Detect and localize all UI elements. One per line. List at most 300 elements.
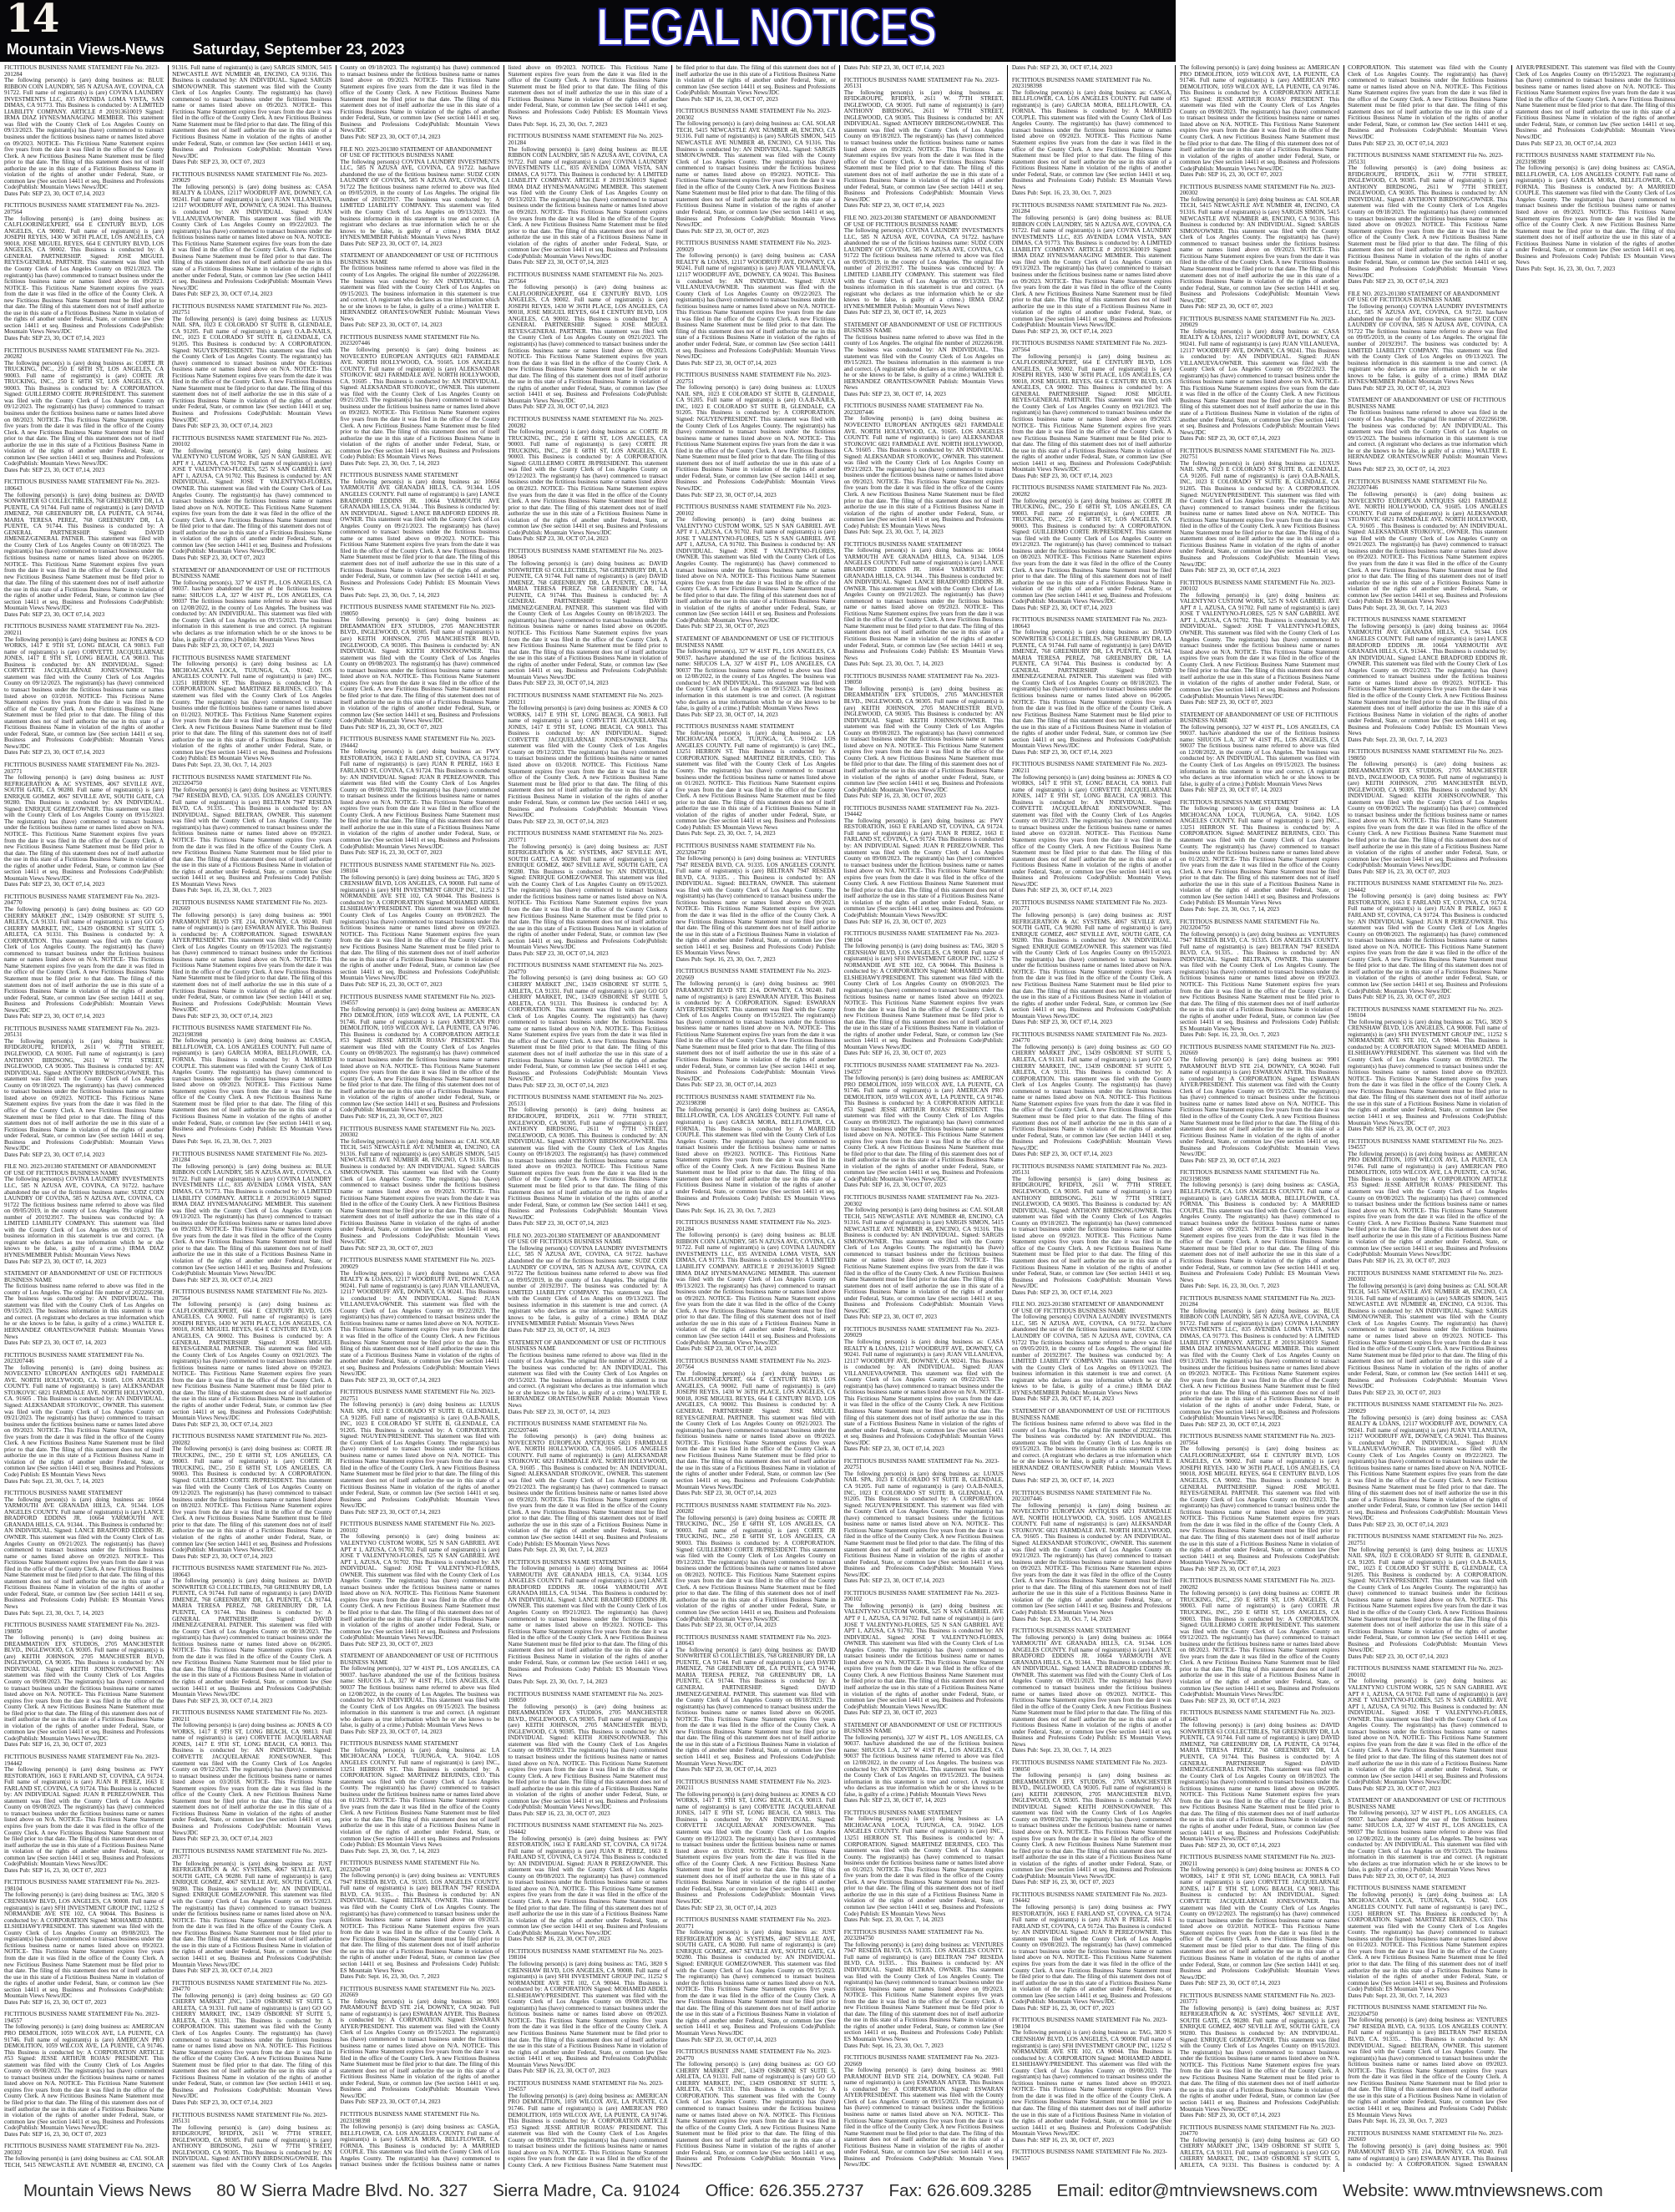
notice-body: The following person(s) is (are) doing business as: JONES & CO WORKS, 1417 E 9TH ST, LONG BEACH, CA 90813. Full name of registrant(s) is (are) CORVETTE JACQUELARNAE JONES, 1417 E 9TH ST, LONG BEACH, CA 90813. This Business is conducted by: AN INDIVIDUAL. Signed: CORVETTE JACQUELARNAE JONES/OWNER. This statement was filed with the County Clerk of Los Angeles County on 09/12/2023. The registrant(s) has (have) commenced to transact business under the fictitious business name or names listed above on 03/2018. NOTICE- This Fictitious Name Statement expires five years from the date it was filed in the office of the County Clerk. A new Fictitious Business Name Statement must be filed prior to that date. The filing of this statement does not of itself authorize the use in this state of a Fictitious Business Name in violation of the rights of another under Federal, State, or common law (See section 14411 et seq. Business and Professions Code)Publish: Mountain Views News/JDC: [1011, 773, 1171, 888]
notice-heading: STATEMENT OF ABANDONMENT OF USE OF FICTITIOUS BUSINESS NAME: [172, 566, 331, 580]
notice-heading: FICTITIOUS BUSINESS NAME STATEMENT File No. 2023-201284: [508, 133, 664, 147]
notice-dates-pub: Dates Pub: SEP 23, 30, OCT 07,14, 2023: [4, 334, 105, 342]
notice-body: The following person(s) is (are) doing business as: 9901 PARAMOUNT BLVD STE 214, DOWNEY, CA 90240. Full name of registrant(s) is (are) ESWARAN AIYER. This Business is conducted by: A CORPORATION. Signed: ESWARAN AIYER/PRESIDENT. This statement was filed with the County Clerk of Los Angeles County on 09/15/2023. The registrant(s) has (have) commenced to transact business under the fictitious business name or names listed above on N/A. NOTICE- This Fictitious Name Statement expires five years from the date it was filed in the office of the County Clerk. A new Fictitious Business Name Statement must be filed prior to that date. The filing of this statement does not of itself authorize the use in this state of a Fictitious Business Name in violation of the rights of another under Federal, State, or common law (See section 14411 et seq. Business and Professions Code)Publish: Mountain Views News/JDC: [1348, 64, 1675, 2169]
legal-notice: [1180, 1434, 1339, 1572]
legal-notice: [4, 1622, 164, 1749]
notice-heading: FILE NO. 2023-201380 STATEMENT OF ABANDONMENT OF USE OF FICTITIOUS BUSINESS NAME: [4, 1163, 156, 1177]
legal-notice: [508, 1560, 667, 1686]
notice-heading: STATEMENT OF ABANDONMENT OF USE OF FICTITIOUS BUSINESS NAME: [4, 1270, 163, 1283]
legal-notice: [844, 403, 1004, 535]
legal-notice: [1348, 1271, 1507, 1397]
legal-notice: [1012, 1032, 1171, 1158]
notice-dates-pub: Dates Pub: SEP 23, 30, OCT 07,14, 2023: [676, 491, 777, 499]
notice-body: The following person(s) is (are) doing business as: CALFLOORINGEXPERT, 664 E CENTURY BLVD, LOS ANGELES, CA 90002. Full name of registrant(s) is (are) JOSEPH REYES, 1430 W 36TH PLACE, LOS ANGELES, CA 90018, JOSE MIGUEL REYES, 664 E CENTURY BLVD, LOS ANGELES, CA 90002. This Business is conducted by: A GENERAL PARTNERSHIP. Signed: JOSE MIGUEL REYES/GENERAL PARTNER. This statement was filed with the County Clerk of Los Angeles County on 0921/2023. The registrant(s) has (have) commenced to transact business under the fictitious business name or names listed above on 09/2023. NOTICE- This Fictitious Name Statement expires five years from the date it was filed in the office of the County Clerk. A new Fictitious Business Name Statement must be filed prior to that date. The filing of this statement does not of itself authorize the use in this state of a Fictitious Business Name in violation of the rights of another under Federal, State, or common law (See section 14411 et seq. Business and Professions Code)Publish: Mountain Views News/JDC: [172, 1301, 332, 1422]
notice-dates-pub: Dates Pub: SEP 23, 30, OCT 07, 2023: [172, 554, 266, 562]
legal-notice: [340, 473, 499, 599]
notice-body: The following person(s) COVINA LAUNDRY INVESTMENTS LLC, 585 N AZUSA AVE, COVINA, CA 91722. has/have abandoned the use of the fictitious business name: SUDZ COIN LAUNDRY OF COVINA, 585 N AZUSA AVE, COVINA, CA 91722 The fictitious business name referred to above was filed on 09/05/2019, in the county of Los Angeles. The original file number of 201923917. The business was conducted by: A LIMITED LIABILITY COMPANY. This statement was filed with the County Clerk of Los Angeles on 09/13/2023. The business information in this statement is true and correct. (A registrant who declares as true information which he or she knows to be false, is guilty of a crime.) IRMA DIAZ HYNES/MEMBER Publish: Mountain Views News: [508, 1244, 668, 1328]
notice-heading: FICTITIOUS BUSINESS NAME STATEMENT File No. 2023-202669: [340, 1985, 496, 1999]
notice-body: The following person(s) is (are) doing business as: DREAMMATION EFX STUDIOS, 2705 MANCHESTER BLVD., INGLEWOOD, CA 90305. Full name of registrant(s) is (are) KEITH JOHNSON, 2705 MANCHESTER BLVD, INGLEWOOD, CA 90305. This Business is conducted by: AN INDIVIDUAL Signed: KEITH JOHNSON/OWNER. This statement was filed with the County Clerk of Los Angeles County on 09/08/2023. The registrant(s) has (have) commenced to transact business under the fictitious business name or names listed above on N/A. NOTICE- This Fictitious Name Statement expires five years from the date it was filed in the office of the County Clerk. A new Fictitious Business Name Statement must be filed prior to that date. The filing of this statement does not of itself authorize the use in this state of a Fictitious Business Name in violation of the rights of another under Federal, State, or common law (See section 14411 et seq. Business and Professions Code)Publish: Mountain Views News/JDC: [4, 1634, 164, 1742]
legal-notice: [172, 900, 331, 1020]
legal-notice: [508, 1692, 667, 1818]
notice-heading: FICTITIOUS BUSINESS NAME STATEMENT File No. 2023-200102: [843, 1589, 999, 1603]
legal-notice: [1348, 1798, 1507, 1880]
notice-heading: FICTITIOUS BUSINESS NAME STATEMENT File No. 2023-202751: [340, 1389, 496, 1402]
notice-dates-pub: Dates Pub: SEP 23, 30, OCT 07,14, 2023: [508, 1081, 609, 1089]
notice-body: The following person(s) is (are) doing business as: DAVID SONWRITER 63 COLLECTIBLES, 768 GREENBURY DR, LA PUENTE, CA 91744. Full name of registrant(s) is (are) DAVID JIMENEZ, 768 GREENBURY DR, LA PUENTE, CA 91744, MARIA TERESA PEREZ, 768 GREENBURY DR, LA PUENTE, CA 91744. This Business is conducted by: A GENERAL PARTNERSHIP. Signed: DAVID JIMENEZ/GENERAL PATNER. This statement was filed with the County Clerk of Los Angeles County on 08/18/2023. The registrant(s) has (have) commenced to transact business under the fictitious business name or names listed above on 06/2005. NOTICE- This Fictitious Name Statement expires five years from the date it was filed in the office of the County Clerk. A new Fictitious Business Name Statement must be filed prior to that date. The filing of this statement does not of itself authorize the use in this state of a Fictitious Business Name in violation of the rights of another under Federal, State, or common law (See section 14411 et seq. Business and Professions Code)Publish: Mountain Views News/JDC: [172, 1577, 332, 1698]
notice-heading: FICTITIOUS BUSINESS NAME STATEMENT File No. 2023-203771: [676, 1916, 832, 1930]
notice-dates-pub: Dates Pub: SEP 23, 30, OCT 07, 14, 2023: [843, 1797, 946, 1805]
notice-body: The following person(s) is (are) doing business as: LA MICHOACANA LOCA, TUJUNGA, CA. 91042. LOS ANGELES COUNTY. Full name of registrant(s) is (are) INC., 13251 HERRON ST. This Business is conducted by: A CORPORATION. Signed: MARTINEZ BERJINES, CEO. This statement was filed with the County Clerk of Los Angeles County. The registrant(s) has (have) commenced to transact business under the fictitious business name or names listed above on 01/2023. NOTICE- This Fictitious Name Statement expires five years from the date it was filed in the office of the County Clerk. A new Fictitious Business Name Statement must be filed prior to that date. The filing of this statement does not of itself authorize the use in this state of a Fictitious Business Name in violation of the rights of another under Federal, State, or common law (See section 14411 et seq. Business and Professions Code) Publish: ES Mountain Views News: [1179, 805, 1340, 907]
notice-heading: FICTITIOUS BUSINESS NAME STATEMENT File No. 2023-194442: [4, 1754, 159, 1767]
notice-heading: FICTITIOUS BUSINESS NAME STATEMENT File No. 2023-204770: [676, 2048, 832, 2062]
notice-body: The following person(s) is (are) doing business as: CASGA, BELLFLOWER, CA. LOS ANGELES COUNTY. Full name of registrant(s) is (are) GARCIA MORA, BELLFLOWER, CA. FORNIA. This Business is conducted by: A MARRIED COUPLE. This statement was filed with the County Clerk of Los Angeles County. The registrant(s) has (have) commenced to transact business under the fictitious business name or names listed above on 09/2023. NOTICE- This Fictitious Name Statement expires five years from the date it was filed in the office of the County Clerk. A new Fictitious Business Name Statement must be filed prior to that date. The filing of this statement does not of itself authorize the use in this state of a Fictitious Business Name in violation of the rights of another under Federal, State, or common law (See section 14411 et seq. Business and Professions Code) Publish: ES Mountain Views News: [340, 64, 668, 2169]
legal-notice: [172, 1981, 331, 2107]
notice-body: The following person(s) is (are) doing business as: 9901 PARAMOUNT BLVD STE 214, DOWNEY, CA 90240. Full name of registrant(s) is (are) ESWARAN AIYER. This Business is conducted by: A CORPORATION. Signed: ESWARAN AIYER/PRESIDENT. This statement was filed with the County Clerk of Los Angeles County on 09/15/2023. The registrant(s) has (have) commenced to transact business under the fictitious business name or names listed above on N/A. NOTICE- This Fictitious Name Statement expires five years from the date it was filed in the office of the County Clerk. A new Fictitious Business Name Statement must be filed prior to that date. The filing of this statement does not of itself authorize the use in this state of a Fictitious Business Name in violation of the rights of another under Federal, State, or common law (See section 14411 et seq. Business and Professions Code)Publish: Mountain Views News/JDC: [1179, 1056, 1340, 1158]
notice-body: The following person(s) is (are) doing business as: BLUE RIBBON COIN LAUNDRY, 585 N AZUSA AVE, COVINA, CA 91722. Full name of registrant(s) is (are) COVINA LAUNDRY INVESTMENTS LLC, 835 AVENIDA LOMA VISTA, SAN DIMAS, CA 91773. This Business is conducted by: A LIMITED LIABILITY COMPANY. ARTICLE # 201913610019 Signed: IRMA DIAZ HYNES/MANAGING MEMBER. This statement was filed with the County Clerk of Los Angeles County on 09/13/2023. The registrant(s) has (have) commenced to transact business under the fictitious business name or names listed above on 09/2023. NOTICE- This Fictitious Name Statement expires five years from the date it was filed in the office of the County Clerk. A new Fictitious Business Name Statement must be filed prior to that date. The filing of this statement does not of itself authorize the use in this state of a Fictitious Business Name in violation of the rights of another under Federal, State, or common law (See section 14411 et seq. Business and Professions Code)Publish: Mountain Views News/JDC: [676, 1232, 836, 1346]
notice-heading: FICTITIOUS BUSINESS NAME STATEMENT File No. 2023-200282: [508, 415, 664, 429]
notice-dates-pub: Dates Pub: Sept. 23, 30, Oct. 7, 14, 2023: [1348, 604, 1448, 611]
footer-paper-name: Mountain Views News: [23, 2180, 192, 2200]
legal-notice: [676, 504, 836, 630]
notice-dates-pub: Dates Pub: SEP 23, 30, OCT 07, 14, 2023: [843, 309, 946, 316]
legal-notice: [676, 1779, 836, 1911]
notice-heading: FICTITIOUS BUSINESS NAME STATEMENT File No. 2023-203771: [172, 1847, 328, 1861]
legal-notice: [1012, 78, 1171, 197]
notice-heading: FICTITIOUS BUSINESS NAME STATEMENT File No. 2023-198104: [843, 930, 999, 944]
notice-body: The following person(s) is (are) doing business as: JUST REFRIGERATION & AC SYSTEMS, 4067 SEVILLE AVE, SOUTH GATE, CA 90280. Full name of registrant(s) is (are) ENRIQUE GOMEZ, 4067 SEVILLE AVE, SOUTH GATE, CA 90280. This Business is conducted by: AN INDIVIDUAL. Signed: ENRIQUE GOMEZ/OWNER. This statement was filed with the County Clerk of Los Angeles County on 09/15/2023. The registrant(s) has (have) commenced to transact business under the fictitious business name or names listed above on N/A. NOTICE- This Fictitious Name Statement expires five years from the date it was filed in the office of the County Clerk. A new Fictitious Business Name Statement must be filed prior to that date. The filing of this statement does not of itself authorize the use in this state of a Fictitious Business Name in violation of the rights of another under Federal, State, or common law (See section 14411 et seq. Business and Professions Code)Publish: Mountain Views News/JDC: [1179, 2004, 1340, 2113]
legal-notice: [4, 624, 164, 756]
legal-notice: [1348, 1534, 1507, 1660]
notice-body: The following person(s) is (are) doing business as: DREAMMATION EFX STUDIOS, 2705 MANCHESTER BLVD., INGLEWOOD, CA 90305. Full name of registrant(s) is (are) KEITH JOHNSON, 2705 MANCHESTER BLVD, INGLEWOOD, CA 90305. This Business is conducted by: AN INDIVIDUAL Signed: KEITH JOHNSON/OWNER. This statement was filed with the County Clerk of Los Angeles County on 09/08/2023. The registrant(s) has (have) commenced to transact business under the fictitious business name or names listed above on N/A. NOTICE- This Fictitious Name Statement expires five years from the date it was filed in the office of the County Clerk. A new Fictitious Business Name Statement must be filed prior to that date. The filing of this statement does not of itself authorize the use in this state of a Fictitious Business Name in violation of the rights of another under Federal, State, or common law (See section 14411 et seq. Business and Professions Code)Publish: Mountain Views News/JDC: [1011, 1772, 1171, 1880]
notice-dates-pub: Dates Pub: Sept. 16, 23, 30, Oct. 7, 2023: [676, 955, 776, 963]
notice-dates-pub: Dates Pub: SEP 23, 30, OCT 07,14, 2023: [843, 1577, 944, 1585]
notice-heading: FICTITIOUS BUSINESS NAME STATEMENT File No. 2023-180643: [1179, 1709, 1335, 1723]
footer-bar: [0, 2169, 1603, 2212]
notice-heading: FICTITIOUS BUSINESS NAME STATEMENT File No. 2023-194442: [843, 804, 999, 818]
notice-heading: FICTITIOUS BUSINESS NAME STATEMENT File No. 2023-204770: [172, 1979, 328, 1993]
legal-notice: [844, 1930, 1004, 2049]
notice-dates-pub: Dates Pub: SEP 23, 30, OCT 07, 14, 2023: [508, 1408, 610, 1415]
notice-dates-pub: Dates Pub: SEP 23, 30, OCT 07,14, 2023: [1011, 327, 1113, 335]
legal-notice: [1012, 617, 1171, 756]
notice-body: The following person(s) is (are) doing business as: VENTURES 7947 RESEDA BLVD, CA. 91335. LOS ANGELES COUNTY. Full name of registrant(s) is (are) BELTRAN 7947 RESEDA BLVD, CA. 91335.. . This Business is conducted by: AN INDIVIDUAL. Signed: BELTRAN, OWNER. This statement was filed with the County Clerk of Los Angeles County. The registrant(s) has (have) commenced to transact business under the fictitious business name or names listed above on 09/2023. NOTICE- This Fictitious Name Statement expires five years from the date it was filed in the office of the County Clerk. A new Fictitious Business Name Statement must be filed prior to that date. The filing of this statement does not of itself authorize the use in this state of a Fictitious Business Name in violation of the rights of another under Federal, State, or common law (See section 14411 et seq. Business and Professions Code) Publish: ES Mountain Views News: [340, 1872, 500, 1974]
notice-heading: FICTITIOUS BUSINESS NAME STATEMENT File No. 2023-200211: [676, 1778, 832, 1792]
notice-body: The following person(s) is (are) doing business as: JONES & CO WORKS, 1417 E 9TH ST, LONG BEACH, CA 90813. Full name of registrant(s) is (are) CORVETTE JACQUELARNAE JONES, 1417 E 9TH ST, LONG BEACH, CA 90813. This Business is conducted by: AN INDIVIDUAL. Signed: CORVETTE JACQUELARNAE JONES/OWNER. This statement was filed with the County Clerk of Los Angeles County on 09/12/2023. The registrant(s) has (have) commenced to transact business under the fictitious business name or names listed above on 03/2018. NOTICE- This Fictitious Name Statement expires five years from the date it was filed in the office of the County Clerk. A new Fictitious Business Name Statement must be filed prior to that date. The filing of this statement does not of itself authorize the use in this state of a Fictitious Business Name in violation of the rights of another under Federal, State, or common law (See section 14411 et seq. Business and Professions Code)Publish: Mountain Views News/JDC: [508, 705, 668, 819]
notice-heading: FICTITIOUS BUSINESS NAME STATEMENT File No. 2023-198104: [4, 1879, 159, 1892]
legal-notice: [1012, 900, 1171, 1026]
notice-dates-pub: Dates Pub: Sept. 16, 23, 30, Oct. 7, 2023: [1179, 1283, 1279, 1290]
notice-heading: FICTITIOUS BUSINESS NAME STATEMENT File No. 2023-209029: [1348, 1401, 1504, 1415]
notice-heading: FICTITIOUS BUSINESS NAME STATEMENT File No. 2023-202751: [676, 372, 832, 385]
notice-body: The following person(s) is (are) doing business as: RFIDGROUPE, RFIDFIX, 2611 W. 77TH STREET, INGLEWOOD, CA 90305. Full name of registrant(s) is (are) ANTHONY BIRDSONG, 2611 W 77TH STREET, INGLEWOOD, CA 90305. This Business is conducted by: AN INDIVIDUAL. Signed: ANTHONY BIRDSONG/OWNER. This statement was filed with the County Clerk of Los Angeles County on 09/18/2023. The registrant(s) has (have) commenced to transact business under the fictitious business name or names listed above on 09/2023. NOTICE- This Fictitious Name Statement expires five years from the date it was filed in the office of the County Clerk. A new Fictitious Business Name Statement must be filed prior to that date. The filing of this statement does not of itself authorize the use in this state of a Fictitious Business Name in violation of the rights of another under Federal, State, or common law (See section 14411 et seq. Business and Professions Code)Publish: Mountain Views News/JDC: [1348, 165, 1508, 279]
notice-dates-pub: Dates Pub: SEP 23, 30, OCT 07, 2023: [1179, 699, 1273, 706]
notice-body: The following person(s) is (are) doing business as: CAL SOLAR TECH, 5415 NEWCASTLE AVE NUMBER 48, ENCINO, CA 91316. Full name of registrant(s) is (are) SARGIS SIMON, 5415 NEWCASTLE AVE NUMBER 48, ENCINO, CA 91316. This Business is conducted by: AN INDIVIDUAL. Signed: SARGIS SIMON/OWNER. This statement was filed with the County Clerk of Los Angeles County. The registrant(s) has (have) commenced to transact business under the fictitious business name or names listed above on 09/2023. NOTICE- This Fictitious Name Statement expires five years from the date it was filed in the office of the County Clerk. A new Fictitious Business Name Statement must be filed prior to that date. The filing of this statement does not of itself authorize the use in this state of a Fictitious Business Name in violation of the rights of another under Federal, State, or common law (See section 14411 et seq. Business and Professions Code)Publish: Mountain Views News/JDC: [676, 120, 836, 229]
legal-notice: [172, 1025, 331, 1145]
notice-dates-pub: Dates Pub: Sept. 23, 30, Oct. 7, 14, 2023: [172, 761, 272, 768]
notice-body: The following person(s) COVINA LAUNDRY INVESTMENTS LLC, 585 N AZUSA AVE, COVINA, CA 91722. has/have abandoned the use of the fictitious business name: SUDZ COIN LAUNDRY OF COVINA, 585 N AZUSA AVE, COVINA, CA 91722 The fictitious business name referred to above was filed on 09/05/2019, in the county of Los Angeles. The original file number of 201923917. The business was conducted by: A LIMITED LIABILITY COMPANY. This statement was filed with the County Clerk of Los Angeles on 09/13/2023. The business information in this statement is true and correct. (A registrant who declares as true information which he or she knows to be false, is guilty of a crime.) IRMA DIAZ HYNES/MEMBER Publish: Mountain Views News: [4, 1176, 164, 1258]
notice-dates-pub: Dates Pub: SEP 16, 23, 30, OCT 07, 2023: [508, 1936, 610, 1943]
notice-body: The following person(s) is (are) doing business as: CAL SOLAR TECH, 5415 NEWCASTLE AVE NUMBER 48, ENCINO, CA 91316. Full name of registrant(s) is (are) SARGIS SIMON, 5415 NEWCASTLE AVE NUMBER 48, ENCINO, CA 91316. This Business is conducted by: AN INDIVIDUAL. Signed: SARGIS SIMON/OWNER. This statement was filed with the County Clerk of Los Angeles County. The registrant(s) has (have) commenced to transact business under the fictitious business name or names listed above on 09/2023. NOTICE- This Fictitious Name Statement expires five years from the date it was filed in the office of the County Clerk. A new Fictitious Business Name Statement must be filed prior to that date. The filing of this statement does not of itself authorize the use in this state of a Fictitious Business Name in violation of the rights of another under Federal, State, or common law (See section 14411 et seq. Business and Professions Code)Publish: Mountain Views News/JDC: [340, 1137, 500, 1246]
notice-heading: FICTITIOUS BUSINESS NAME STATEMENT File No. 2023-202751: [843, 1457, 999, 1471]
legal-notice: [172, 1289, 331, 1428]
notice-heading: FICTITIOUS BUSINESS NAME STATEMENT File No. 2023-203771: [508, 830, 664, 843]
notice-body: The following person(s) is (are) doing business as: CAL SOLAR TECH, 5415 NEWCASTLE AVE NUMBER 48, ENCINO, CA 91316. Full name of registrant(s) is (are) SARGIS SIMON, 5415 NEWCASTLE AVE NUMBER 48, ENCINO, CA 91316. This Business is conducted by: AN INDIVIDUAL. Signed: SARGIS SIMON/OWNER. This statement was filed with the County Clerk of Los Angeles County. The registrant(s) has (have) commenced to transact business under the fictitious business name or names listed above on 09/2023. NOTICE- This Fictitious Name Statement expires five years from the date it was filed in the office of the County Clerk. A new Fictitious Business Name Statement must be filed prior to that date. The filing of this statement does not of itself authorize the use in this state of a Fictitious Business Name in violation of the rights of another under Federal, State, or common law (See section 14411 et seq. Business and Professions Code)Publish: Mountain Views News/JDC: [1348, 1282, 1508, 1390]
notice-body: The following person(s) is (are) doing business as: 10664 YARMOUTH AVE GRANADA HILLS, CA. 91344. LOS ANGELES COUNTY. Full name of registrant(s) is (are) LANCE BRADFORD EDDINS JR. 10664 YARMOUTH AVE GRANADA HILLS, CA. 91344. . This Business is conducted by: AN INDIVIDUAL. Signed: LANCE BRADFORD EDDINS JR. OWNER. This statement was filed with the County Clerk of Los Angeles County on 09/21/2023. The registrant(s) has (have) commenced to transact business under the fictitious business name or names listed above on 09/2023. NOTICE- This Fictitious Name Statement expires five years from the date it was filed in the office of the County Clerk. A new Fictitious Business Name Statement must be filed prior to that date. The filing of this statement does not of itself authorize the use in this state of a Fictitious Business Name in violation of the rights of another under Federal, State, or common law (See section 14411 et seq. Business and Professions Code) Publish: ES Mountain Views News: [843, 547, 1004, 661]
notice-heading: FICTITIOUS BUSINESS NAME STATEMENT File No. 2023-209029: [1179, 315, 1335, 329]
legal-notice: [340, 863, 499, 989]
notice-body: The following person(s) COVINA LAUNDRY INVESTMENTS LLC, 585 N AZUSA AVE, COVINA, CA 91722. has/have abandoned the use of the fictitious business name: SUDZ COIN LAUNDRY OF COVINA, 585 N AZUSA AVE, COVINA, CA 91722 The fictitious business name referred to above was filed on 09/05/2019, in the county of Los Angeles. The original file number of 201923917. The business was conducted by: A LIMITED LIABILITY COMPANY. This statement was filed with the County Clerk of Los Angeles on 09/13/2023. The business information in this statement is true and correct. (A registrant who declares as true information which he or she knows to be false, is guilty of a crime.) IRMA DIAZ HYNES/MEMBER Publish: Mountain Views News: [1348, 302, 1508, 386]
notice-dates-pub: Dates Pub: SEP 16, 23, 30, OCT 07, 2023: [340, 1112, 443, 1120]
masthead-line: [7, 41, 405, 58]
legal-notice: [676, 969, 836, 1088]
legal-notice: [508, 1949, 667, 2075]
legal-notice: [340, 1860, 499, 1980]
legal-notice: [1180, 1578, 1339, 1704]
legal-notice: [1012, 762, 1171, 893]
notice-body: The following person(s) COVINA LAUNDRY INVESTMENTS LLC, 585 N AZUSA AVE, COVINA, CA 91722. has/have abandoned the use of the fictitious business name: SUDZ COIN LAUNDRY OF COVINA, 585 N AZUSA AVE, COVINA, CA 91722 The fictitious business name referred to above was filed on 09/05/2019, in the county of Los Angeles. The original file number of 201923917. The business was conducted by: A LIMITED LIABILITY COMPANY. This statement was filed with the County Clerk of Los Angeles on 09/13/2023. The business information in this statement is true and correct. (A registrant who declares as true information which he or she knows to be false, is guilty of a crime.) IRMA DIAZ HYNES/MEMBER Publish: Mountain Views News: [340, 158, 500, 241]
notice-dates-pub: Dates Pub: SEP 23, 30, OCT 07, 2023: [340, 1640, 433, 1648]
legal-notice: [1180, 800, 1339, 914]
notice-heading: FICTITIOUS BUSINESS NAME STATEMENT File No. 2023198398: [676, 1093, 816, 1107]
footer-email: Email: editor@mtnviewsnews.com: [1056, 2180, 1318, 2200]
notice-dates-pub: Dates Pub: SEP 23, 30, OCT 07,14, 2023: [843, 1445, 944, 1453]
notice-heading: FICTITIOUS BUSINESS NAME STATEMENT File No. 2023-202751: [1179, 447, 1335, 461]
notice-heading: FICTITIOUS BUSINESS NAME STATEMENT File No. 2023-198104: [1348, 1005, 1504, 1020]
notice-heading: FICTITIOUS BUSINESS NAME STATEMENT File No. 2023-200302: [4, 2143, 159, 2156]
notice-heading: FICTITIOUS BUSINESS NAME STATEMENT File No. 2023-194557: [1011, 2149, 1167, 2162]
notice-dates-pub: Dates Pub: Sept. 16, 23, 30, Oct. 7, 2023: [1011, 190, 1111, 197]
legal-notice: [508, 1823, 667, 1942]
legal-notice: [340, 1653, 499, 1735]
notice-dates-pub: Dates Pub: SEP 16, 23, 30, OCT 07, 2023: [4, 2130, 107, 2138]
notice-dates-pub: Dates Pub: SEP 23, 30, OCT 07, 14, 2023: [1011, 1477, 1115, 1485]
notice-body: The following person(s) is (are) doing business as: AMERICAN PRO DEMOLITION, 1059 WILCOX AVE, LA PUENTE, CA 91746. Full name of registrant(s) is (are) AMERICAN PRO DEMOLITION, 1059 WILCOX AVE, LA PUENTE, CA 91746. This Business is conducted by: A CORPORATION ARTICLE #53 Signed: JESSE ARTHUR ROJAS/ PRESIDENT. This statement was filed with the County Clerk of Los Angeles County on 09/08/2023. The registrant(s) has (have) commenced to transact business under the fictitious business name or names listed above on N/A. NOTICE- This Fictitious Name Statement expires five years from the date it was filed in the office of the County Clerk. A new Fictitious Business Name Statement must be filed prior to that date. The filing of this statement does not of itself authorize the use in this state of a Fictitious Business Name in violation of the rights of another under Federal, State, or common law (See section 14411 et seq. Business and Professions Code)Publish: Mountain Views News/JDC: [508, 64, 836, 2169]
notice-dates-pub: Dates Pub: SEP 23, 30, OCT 07,14, 2023: [4, 1013, 105, 1020]
notice-dates-pub: Dates Pub: SEP 23, 30, OCT 07,14, 2023: [1348, 1521, 1449, 1528]
notice-body: The following person(s) is (are) doing business as: AMERICAN PRO DEMOLITION, 1059 WILCOX AVE, LA PUENTE, CA 91746. Full name of registrant(s) is (are) AMERICAN PRO DEMOLITION, 1059 WILCOX AVE, LA PUENTE, CA 91746. This Business is conducted by: A CORPORATION ARTICLE #53 Signed: JESSE ARTHUR ROJAS/ PRESIDENT. This statement was filed with the County Clerk of Los Angeles County on 09/08/2023. The registrant(s) has (have) commenced to transact business under the fictitious business name or names listed above on N/A. NOTICE- This Fictitious Name Statement expires five years from the date it was filed in the office of the County Clerk. A new Fictitious Business Name Statement must be filed prior to that date. The filing of this statement does not of itself authorize the use in this state of a Fictitious Business Name in violation of the rights of another under Federal, State, or common law (See section 14411 et seq. Business and Professions Code)Publish: Mountain Views News/JDC: [4, 2023, 164, 2132]
notice-heading: STATEMENT OF ABANDONMENT OF USE OF FICTITIOUS BUSINESS NAME: [340, 1653, 498, 1666]
notice-body: The following person(s) is (are) doing business as: BLUE RIBBON COIN LAUNDRY, 585 N AZUSA AVE, COVINA, CA 91722. Full name of registrant(s) is (are) COVINA LAUNDRY INVESTMENTS LLC, 835 AVENIDA LOMA VISTA, SAN DIMAS, CA 91773. This Business is conducted by: A LIMITED LIABILITY COMPANY. ARTICLE # 201913610019 Signed: IRMA DIAZ HYNES/MANAGING MEMBER. This statement was filed with the County Clerk of Los Angeles County on 09/13/2023. The registrant(s) has (have) commenced to transact business under the fictitious business name or names listed above on 09/2023. NOTICE- This Fictitious Name Statement expires five years from the date it was filed in the office of the County Clerk. A new Fictitious Business Name Statement must be filed prior to that date. The filing of this statement does not of itself authorize the use in this state of a Fictitious Business Name in violation of the rights of another under Federal, State, or common law (See section 14411 et seq. Business and Professions Code)Publish: Mountain Views News/JDC: [4, 77, 164, 191]
notice-body: The following person(s) is (are) doing business as: CASGA, BELLFLOWER, CA. LOS ANGELES COUNTY. Full name of registrant(s) is (are) GARCIA MORA, BELLFLOWER, CA. FORNIA. This Business is conducted by: A MARRIED COUPLE. This statement was filed with the County Clerk of Los Angeles County. The registrant(s) has (have) commenced to transact business under the fictitious business name or names listed above on 09/2023. NOTICE- This Fictitious Name Statement expires five years from the date it was filed in the office of the County Clerk. A new Fictitious Business Name Statement must be filed prior to that date. The filing of this statement does not of itself authorize the use in this state of a Fictitious Business Name in violation of the rights of another under Federal, State, or common law (See section 14411 et seq. Business and Professions Code) Publish: ES Mountain Views News: [1516, 165, 1675, 266]
notice-heading: FICTITIOUS BUSINESS NAME STATEMENT File No. 2023-207564: [1179, 1433, 1335, 1446]
notice-body: The following person(s) is (are) doing business as: GO GO CHERRY MARKET ,INC, 13439 OSBORNE ST SUITE 5, ARLETA, CA 91331. Full name of registrant(s) is (are) GO GO CHERRY MARKET, INC, 13439 OSBORNE ST SUITE 5, ARLETA, CA 91331. This Business is conducted by: A CORPORATION. This statement was filed with the County Clerk of Los Angeles County. The registrant(s) has (have) commenced to transact business under the fictitious business name or names listed above on N/A. NOTICE- This Fictitious Name Statement expires five years from the date it was filed in the office of the County Clerk. A new Fictitious Business Name Statement must be filed prior to that date. The filing of this statement does not of itself authorize the use in this state of a Fictitious Business Name in violation of the rights of another under Federal, State, or common law (See section 14411 et seq. Business and Professions Code)Publish: Mountain Views News/JDC: [676, 2061, 836, 2169]
notice-dates-pub: Dates Pub: SEP 23, 30, OCT 07,14, 2023: [4, 1151, 105, 1158]
legal-notice: [4, 1754, 164, 1874]
legal-notice: [508, 1233, 667, 1334]
notice-dates-pub: Dates Pub: Sept. 16, 23, 30, Oct. 7, 2023: [843, 2042, 944, 2049]
notice-heading: FICTITIOUS BUSINESS NAME STATEMENT File No. 2023-198104: [1011, 2017, 1167, 2030]
notice-dates-pub: Dates Pub: Sept. 23, 30, Oct. 7, 14, 2023: [508, 1546, 608, 1554]
notice-body: The following person(s) is (are) doing business as: CORTE JR TRUCKING, INC., 250 E 68TH ST, LOS ANGELES, CA 90003. Full name of registrant(s) is (are) CORTE JR TRUCKING, INC., 250 E 68TH ST, LOS ANGELES, CA 90003. This Business is conducted by: A CORPORATION. Signed: GUILLERMO CORTE JR/PRESIDENT. This statement was filed with the County Clerk of Los Angeles County on 09/12/2023. The registrant(s) has (have) commenced to transact business under the fictitious business name or names listed above on 08/2023. NOTICE- This Fictitious Name Statement expires five years from the date it was filed in the office of the County Clerk. A new Fictitious Business Name Statement must be filed prior to that date. The filing of this statement does not of itself authorize the use in this state of a Fictitious Business Name in violation of the rights of another under Federal, State, or common law (See section 14411 et seq. Business and Professions Code)Publish: Mountain Views News/JDC: [1011, 497, 1171, 605]
notice-dates-pub: Dates Pub: SEP 23, 30, OCT 07,14, 2023: [1011, 604, 1113, 611]
legal-notice: [1180, 1045, 1339, 1164]
legal-notice: [172, 1849, 331, 1975]
notice-heading: FICTITIOUS BUSINESS NAME STATEMENT File No. 2023-209029: [843, 1325, 999, 1339]
notice-body: The following person(s) is (are) doing business as: GO GO CHERRY MARKET ,INC, 13439 OSBORNE ST SUITE 5, ARLETA, CA 91331. Full name of registrant(s) is (are) GO GO CHERRY MARKET, INC, 13439 OSBORNE ST SUITE 5, ARLETA, CA 91331. This Business is conducted by: A CORPORATION. This statement was filed with the County Clerk of Los Angeles County. The registrant(s) has (have) commenced to transact business under the fictitious business name or names listed above on N/A. NOTICE- This Fictitious Name Statement expires five years from the date it was filed in the office of the County Clerk. A new Fictitious Business Name Statement must be filed prior to that date. The filing of this statement does not of itself authorize the use in this state of a Fictitious Business Name in violation of the rights of another under Federal, State, or common law (See section 14411 et seq. Business and Professions Code)Publish: Mountain Views News/JDC: [4, 906, 164, 1014]
legal-notice: [676, 636, 836, 718]
notice-heading: FICTITIOUS BUSINESS NAME STATEMENT File No. 2023204750: [1348, 2004, 1488, 2017]
notice-heading: FICTITIOUS BUSINESS NAME STATEMENT File No. 2023-209029: [172, 170, 328, 185]
notice-dates-pub: Dates Pub: SEP 23, 30, OCT 07,14, 2023: [508, 680, 609, 687]
notice-heading: FICTITIOUS BUSINESS NAME STATEMENT File No. 2023-200211: [4, 623, 159, 637]
notice-heading: FICTITIOUS BUSINESS NAME STATEMENT: [843, 1809, 963, 1816]
legal-notice: [340, 1389, 499, 1516]
notice-body: The following person(s) is (are) doing business as: VALENTYNO CUSTOM WORK, 525 N SAN GABRIEL AVE APT # 1, AZUSA, CA 91702. Full name of registrant(s) is (are) JOSE T VALENTYNO-FLORES, 525 N SAN GABRIEL AVE APT 1, AZUSA, CA 91702. This Business is conducted by: AN INDIVIDUAL. Signed: JOSE T VALENTYNO-FLORES, OWNER. This statement was filed with the County Clerk of Los Angeles County. The registrant(s) has (have) commenced to transact business under the fictitious business name or names listed above on N/A. NOTICE- This Fictitious Name Statement expires five years from the date it was filed in the office of the County Clerk. A new Fictitious Business Name Statement must be filed prior to that date. The filing of this statement does not of itself authorize the use in this state of a Fictitious Business Name in violation of the rights of another under Federal, State, or common law (See section 14411 et seq. Business and Professions Code)Publish: Mountain Views News/JDC: [1179, 591, 1340, 700]
legal-notice: [1348, 397, 1507, 473]
notice-dates-pub: Dates Pub: SEP 23, 30, OCT 07,14, 2023: [508, 535, 609, 543]
notice-dates-pub: Dates Pub: SEP 16, 23, 30, OCT 07, 2023: [843, 792, 946, 800]
notice-heading: FICTITIOUS BUSINESS NAME STATEMENT File No. 2023-201284: [1179, 1294, 1335, 1308]
legal-notice: [1348, 1007, 1507, 1133]
notice-heading: FICTITIOUS BUSINESS NAME STATEMENT File No. 2023207446: [1011, 1489, 1152, 1503]
notice-dates-pub: Dates Pub: SEP 23, 30, OCT 07,14, 2023: [172, 1552, 273, 1560]
notice-heading: FICTITIOUS BUSINESS NAME STATEMENT File No. 2023-198050: [4, 1622, 159, 1635]
notice-body: The following person(s) is (are) doing business as: NOVECENTO EUROPEAN ANTIQUES 6821 FARMDALE AVE. NORTH HOLLYWOOD, CA. 91605. LOS ANGELES COUNTY. Full name of registrant(s) is (are) ALEKSANDAR STOJKOVIC 6821 FARMDALE AVE. NORTH HOLLYWOOD, CA. 91605 . This Business is conducted by: AN INDIVIDUAL. Signed: ALEKSANDAR STOJKOVIC, OWNER. This statement was filed with the County Clerk of Los Angeles County on 09/21/2023. The registrant(s) has (have) commenced to transact business under the fictitious business name or names listed above on 09/2023. NOTICE- This Fictitious Name Statement expires five years from the date it was filed in the office of the County Clerk. A new Fictitious Business Name Statement must be filed prior to that date. The filing of this statement does not of itself authorize the use in this state of a Fictitious Business Name in violation of the rights of another under Federal, State, or common law (See section 14411 et seq. Business and Professions Code) Publish: ES Mountain Views News: [1348, 491, 1508, 605]
notice-dates-pub: Dates Pub: Sept. 16, 23, 30, Oct. 7, 2023: [172, 887, 272, 894]
legal-notice: [4, 1353, 164, 1485]
legal-notice: [4, 203, 164, 342]
notice-heading: FICTITIOUS BUSINESS NAME STATEMENT File No. 2023-200302: [676, 108, 832, 121]
notice-heading: FICTITIOUS BUSINESS NAME STATEMENT File No. 2023-207564: [172, 1288, 328, 1302]
notice-heading: FICTITIOUS BUSINESS NAME STATEMENT File No. 2023-202751: [172, 302, 328, 316]
legal-notice: [340, 335, 499, 467]
notice-body: The fictitious business name referred to above was filed in the county of Los Angeles. The original file number of 2022266198. The business was conducted by: AN INDIVIDUAL. This statement was filed with the County Clerk of Los Angeles on 09/15/2023. The business information in this statement is true and correct. (A registrant who declares as true information which he or she knows to be false, is guilty of a crime.) WALTER E. HERNANDEZ ORANTES/OWNER Publish: Mountain Views News: [1011, 1420, 1171, 1478]
legal-notice: [844, 1459, 1004, 1585]
notice-dates-pub: Dates Pub: SEP 16, 23, 30, OCT 07, 2023: [1348, 1257, 1450, 1264]
notice-dates-pub: Dates Pub: SEP 23, 30, OCT 07,14, 2023: [676, 359, 777, 367]
notice-body: The following person(s) is (are) doing business as: VALENTYNO CUSTOM WORK, 525 N SAN GABRIEL AVE APT # 1, AZUSA, CA 91702. Full name of registrant(s) is (are) JOSE T VALENTYNO-FLORES, 525 N SAN GABRIEL AVE APT 1, AZUSA, CA 91702. This Business is conducted by: AN INDIVIDUAL. Signed: JOSE T VALENTYNO-FLORES, OWNER. This statement was filed with the County Clerk of Los Angeles County. The registrant(s) has (have) commenced to transact business under the fictitious business name or names listed above on N/A. NOTICE- This Fictitious Name Statement expires five years from the date it was filed in the office of the County Clerk. A new Fictitious Business Name Statement must be filed prior to that date. The filing of this statement does not of itself authorize the use in this state of a Fictitious Business Name in violation of the rights of another under Federal, State, or common law (See section 14411 et seq. Business and Professions Code)Publish: Mountain Views News/JDC: [843, 1602, 1004, 1710]
notice-dates-pub: Dates Pub: Sept. 16, 23, 30, Oct. 7, 2023: [340, 1973, 440, 1981]
notice-dates-pub: Dates Pub: SEP 23, 30, OCT 07, 14, 2023: [340, 240, 443, 247]
notice-dates-pub: Dates Pub: SEP 16, 23, 30, OCT 07, 2023: [340, 849, 443, 857]
notice-heading: FICTITIOUS BUSINESS NAME STATEMENT File No. 2023-198050: [1348, 748, 1504, 762]
legal-notice: [172, 1152, 331, 1283]
notice-heading: FICTITIOUS BUSINESS NAME STATEMENT File No. 2023-200211: [172, 1709, 328, 1723]
notice-dates-pub: Dates Pub: SEP 23, 30, OCT 07, 14, 2023: [676, 711, 778, 718]
legal-notice: [172, 775, 331, 894]
notice-heading: FILE NO. 2023-201380 STATEMENT OF ABANDONMENT OF USE OF FICTITIOUS BUSINESS NAME: [1348, 290, 1500, 304]
legal-notice: [508, 963, 667, 1089]
legal-notice: [844, 1327, 1004, 1453]
notice-body: The following person(s) is (are) doing business as: LA MICHOACANA LOCA, TUJUNGA, CA. 91042. LOS ANGELES COUNTY. Full name of registrant(s) is (are) INC., 13251 HERRON ST. This Business is conducted by: A CORPORATION. Signed: MARTINEZ BERJINES, CEO. This statement was filed with the County Clerk of Los Angeles County. The registrant(s) has (have) commenced to transact business under the fictitious business name or names listed above on 01/2023. NOTICE- This Fictitious Name Statement expires five years from the date it was filed in the office of the County Clerk. A new Fictitious Business Name Statement must be filed prior to that date. The filing of this statement does not of itself authorize the use in this state of a Fictitious Business Name in violation of the rights of another under Federal, State, or common law (See section 14411 et seq. Business and Professions Code) Publish: ES Mountain Views News: [1348, 1891, 1508, 1993]
notice-body: The following person(s) is (are) doing business as: CORTE JR TRUCKING, INC., 250 E 68TH ST, LOS ANGELES, CA 90003. Full name of registrant(s) is (are) CORTE JR TRUCKING, INC., 250 E 68TH ST, LOS ANGELES, CA 90003. This Business is conducted by: A CORPORATION. Signed: GUILLERMO CORTE JR/PRESIDENT. This statement was filed with the County Clerk of Los Angeles County on 09/12/2023. The registrant(s) has (have) commenced to transact business under the fictitious business name or names listed above on 08/2023. NOTICE- This Fictitious Name Statement expires five years from the date it was filed in the office of the County Clerk. A new Fictitious Business Name Statement must be filed prior to that date. The filing of this statement does not of itself authorize the use in this state of a Fictitious Business Name in violation of the rights of another under Federal, State, or common law (See section 14411 et seq. Business and Professions Code)Publish: Mountain Views News/JDC: [1179, 1590, 1340, 1698]
notice-dates-pub: Dates Pub: SEP 16, 23, 30, OCT 07, 2023: [1348, 868, 1450, 875]
notice-dates-pub: Dates Pub: Sept. 16, 23, 30, Oct. 7, 2023: [508, 120, 608, 128]
notice-body: The following person(s) is (are) doing business as: DAVID SONWRITER 63 COLLECTIBLES, 768 GREENBURY DR, LA PUENTE, CA 91744. Full name of registrant(s) is (are) DAVID JIMENEZ, 768 GREENBURY DR, LA PUENTE, CA 91744, MARIA TERESA PEREZ, 768 GREENBURY DR, LA PUENTE, CA 91744. This Business is conducted by: A GENERAL PARTNERSHIP. Signed: DAVID JIMENEZ/GENERAL PATNER. This statement was filed with the County Clerk of Los Angeles County on 08/18/2023. The registrant(s) has (have) commenced to transact business under the fictitious business name or names listed above on 06/2005. NOTICE- This Fictitious Name Statement expires five years from the date it was filed in the office of the County Clerk. A new Fictitious Business Name Statement must be filed prior to that date. The filing of this statement does not of itself authorize the use in this state of a Fictitious Business Name in violation of the rights of another under Federal, State, or common law (See section 14411 et seq. Business and Professions Code)Publish: Mountain Views News/JDC: [508, 560, 668, 681]
notice-body: The following person(s) is (are) doing business as: GO GO CHERRY MARKET ,INC, 13439 OSBORNE ST SUITE 5, ARLETA, CA 91331. Full name of registrant(s) is (are) GO GO CHERRY MARKET, INC, 13439 OSBORNE ST SUITE 5, ARLETA, CA 91331. This Business is conducted by: A CORPORATION. This statement was filed with the County Clerk of Los Angeles County. The registrant(s) has (have) commenced to transact business under the fictitious business name or names listed above on N/A. NOTICE- This Fictitious Name Statement expires five years from the date it was filed in the office of the County Clerk. A new Fictitious Business Name Statement must be filed prior to that date. The filing of this statement does not of itself authorize the use in this state of a Fictitious Business Name in violation of the rights of another under Federal, State, or common law (See section 14411 et seq. Business and Professions Code)Publish: Mountain Views News/JDC: [172, 1992, 332, 2100]
notice-dates-pub: Dates Pub: Sept. 23, 30, Oct. 7, 14, 2023: [1179, 906, 1279, 913]
legal-notice: [172, 304, 331, 430]
legal-notice: [508, 417, 667, 543]
notice-body: The following person(s) is (are) doing business as: 10664 YARMOUTH AVE GRANADA HILLS, CA. 91344. LOS ANGELES COUNTY. Full name of registrant(s) is (are) LANCE BRADFORD EDDINS JR. 10664 YARMOUTH AVE GRANADA HILLS, CA. 91344. . This Business is conducted by: AN INDIVIDUAL. Signed: LANCE BRADFORD EDDINS JR. OWNER. This statement was filed with the County Clerk of Los Angeles County on 09/21/2023. The registrant(s) has (have) commenced to transact business under the fictitious business name or names listed above on 09/2023. NOTICE- This Fictitious Name Statement expires five years from the date it was filed in the office of the County Clerk. A new Fictitious Business Name Statement must be filed prior to that date. The filing of this statement does not of itself authorize the use in this state of a Fictitious Business Name in violation of the rights of another under Federal, State, or common law (See section 14411 et seq. Business and Professions Code) Publish: ES Mountain Views News: [4, 1496, 164, 1610]
notice-body: The following person(s) is (are) doing business as: FWY RESTORATION, 1663 E FARLAND ST, COVINA, CA 91724. Full name of registrant(s) is (are) JUAN R PEREZ, 1663 E FARLAND ST, COVINA, CA 91724. This Business is conducted by: AN INDIVIDUAL Signed: JUAN R PEREZ/OWNER. This statement was filed with the County Clerk of Los Angeles County on 09/08/2023. The registrant(s) has (have) commenced to transact business under the fictitious business name or names listed above on N/A. NOTICE- This Fictitious Name Statement expires five years from the date it was filed in the office of the County Clerk. A new Fictitious Business Name Statement must be filed prior to that date. The filing of this statement does not of itself authorize the use in this state of a Fictitious Business Name in violation of the rights of another under Federal, State, or common law (See section 14411 et seq. Business and Professions Code)Publish: Mountain Views News/JDC: [1348, 893, 1508, 995]
notice-dates-pub: Dates Pub: SEP 16, 23, 30, OCT 07, 2023: [843, 1182, 946, 1189]
notice-dates-pub: Dates Pub: SEP 23, 30, OCT 07,14, 2023: [172, 1967, 273, 1975]
notice-heading: FICTITIOUS BUSINESS NAME STATEMENT File No. 2023-200102: [172, 434, 328, 448]
notice-heading: FICTITIOUS BUSINESS NAME STATEMENT File No. 2023-209029: [340, 1257, 496, 1270]
notice-heading: FICTITIOUS BUSINESS NAME STATEMENT File No. 2023-194442: [508, 1822, 664, 1836]
notice-heading: FICTITIOUS BUSINESS NAME STATEMENT File No. 2023-200102: [340, 1521, 496, 1534]
notice-dates-pub: Dates Pub: SEP 23, 30, OCT 07,14, 2023: [340, 134, 441, 141]
notice-heading: FICTITIOUS BUSINESS NAME STATEMENT: [1011, 1627, 1131, 1635]
notice-body: The following person(s) is (are) doing business as: TAG, 3820 S CRENSHAW BLVD, LOS ANGELES, CA 90008. Full name of registrant(s) is (are) SFH INVESTMENT GROUP INC, 11252 S NORMANDIE AVE STE 102, CA 90044. This Business is conducted by: A CORPORATION Signed: MOHAMED ABDEL ELSHEHAWY/PRESIDENT. This statement was filed with the County Clerk of Los Angeles County on 09/08/2023. The registrant(s) has (have) commenced to transact business under the fictitious business name or names listed above on 09/2023. NOTICE- This Fictitious Name Statement expires five years from the date it was filed in the office of the County Clerk. A new Fictitious Business Name Statement must be filed prior to that date. The filing of this statement does not of itself authorize the use in this state of a Fictitious Business Name in violation of the rights of another under Federal, State, or common law (See section 14411 et seq. Business and Professions Code)Publish: Mountain Views News/JDC: [1011, 2029, 1171, 2138]
notice-heading: FICTITIOUS BUSINESS NAME STATEMENT File No. 2023198398: [1516, 152, 1656, 165]
notice-body: The following person(s) is (are) doing business as: LA MICHOACANA LOCA, TUJUNGA, CA. 91042. LOS ANGELES COUNTY. Full name of registrant(s) is (are) INC., 13251 HERRON ST. This Business is conducted by: A CORPORATION. Signed: MARTINEZ BERJINES, CEO. This statement was filed with the County Clerk of Los Angeles County. The registrant(s) has (have) commenced to transact business under the fictitious business name or names listed above on 01/2023. NOTICE- This Fictitious Name Statement expires five years from the date it was filed in the office of the County Clerk. A new Fictitious Business Name Statement must be filed prior to that date. The filing of this statement does not of itself authorize the use in this state of a Fictitious Business Name in violation of the rights of another under Federal, State, or common law (See section 14411 et seq. Business and Professions Code) Publish: ES Mountain Views News: [843, 1815, 1004, 1917]
notice-heading: FICTITIOUS BUSINESS NAME STATEMENT: [4, 1490, 123, 1497]
notice-dates-pub: Dates Pub: SEP 23, 30, OCT 07, 2023: [676, 623, 769, 630]
legal-notice: [172, 436, 331, 562]
notice-body: The following person(s) is (are) doing business as: CORTE JR TRUCKING, INC., 250 E 68TH ST, LOS ANGELES, CA 90003. Full name of registrant(s) is (are) CORTE JR TRUCKING, INC., 250 E 68TH ST, LOS ANGELES, CA 90003. This Business is conducted by: A CORPORATION. Signed: GUILLERMO CORTE JR/PRESIDENT. This statement was filed with the County Clerk of Los Angeles County on 09/12/2023. The registrant(s) has (have) commenced to transact business under the fictitious business name or names listed above on 08/2023. NOTICE- This Fictitious Name Statement expires five years from the date it was filed in the office of the County Clerk. A new Fictitious Business Name Statement must be filed prior to that date. The filing of this statement does not of itself authorize the use in this state of a Fictitious Business Name in violation of the rights of another under Federal, State, or common law (See section 14411 et seq. Business and Professions Code)Publish: Mountain Views News/JDC: [172, 1445, 332, 1554]
notice-body: The following person(s) is (are) doing business as: 9901 PARAMOUNT BLVD STE 214, DOWNEY, CA 90240. Full name of registrant(s) is (are) ESWARAN AIYER. This Business is conducted by: A CORPORATION. Signed: ESWARAN AIYER/PRESIDENT. This statement was filed with the County Clerk of Los Angeles County on 09/15/2023. The registrant(s) has (have) commenced to transact business under the fictitious business name or names listed above on N/A. NOTICE- This Fictitious Name Statement expires five years from the date it was filed in the office of the County Clerk. A new Fictitious Business Name Statement must be filed prior to that date. The filing of this statement does not of itself authorize the use in this state of a Fictitious Business Name in violation of the rights of another under Federal, State, or common law (See section 14411 et seq. Business and Professions Code)Publish: Mountain Views News/JDC: [172, 912, 332, 1014]
notice-body: The following person(s) is (are) doing business as: CALFLOORINGEXPERT, 664 E CENTURY BLVD, LOS ANGELES, CA 90002. Full name of registrant(s) is (are) JOSEPH REYES, 1430 W 36TH PLACE, LOS ANGELES, CA 90018, JOSE MIGUEL REYES, 664 E CENTURY BLVD, LOS ANGELES, CA 90002. This Business is conducted by: A GENERAL PARTNERSHIP. Signed: JOSE MIGUEL REYES/GENERAL PARTNER. This statement was filed with the County Clerk of Los Angeles County on 0921/2023. The registrant(s) has (have) commenced to transact business under the fictitious business name or names listed above on 09/2023. NOTICE- This Fictitious Name Statement expires five years from the date it was filed in the office of the County Clerk. A new Fictitious Business Name Statement must be filed prior to that date. The filing of this statement does not of itself authorize the use in this state of a Fictitious Business Name in violation of the rights of another under Federal, State, or common law (See section 14411 et seq. Business and Professions Code)Publish: Mountain Views News/JDC: [1011, 352, 1171, 473]
notice-heading: FICTITIOUS BUSINESS NAME STATEMENT: [172, 654, 291, 661]
notice-body: The following person(s) is (are) doing business as: TAG, 3820 S CRENSHAW BLVD, LOS ANGELES, CA 90008. Full name of registrant(s) is (are) SFH INVESTMENT GROUP INC, 11252 S NORMANDIE AVE STE 102, CA 90044. This Business is conducted by: A CORPORATION Signed: MOHAMED ABDEL ELSHEHAWY/PRESIDENT. This statement was filed with the County Clerk of Los Angeles County on 09/08/2023. The registrant(s) has (have) commenced to transact business under the fictitious business name or names listed above on 09/2023. NOTICE- This Fictitious Name Statement expires five years from the date it was filed in the office of the County Clerk. A new Fictitious Business Name Statement must be filed prior to that date. The filing of this statement does not of itself authorize the use in this state of a Fictitious Business Name in violation of the rights of another under Federal, State, or common law (See section 14411 et seq. Business and Professions Code)Publish: Mountain Views News/JDC: [843, 943, 1004, 1050]
notice-heading: FICTITIOUS BUSINESS NAME STATEMENT File No. 2023-200282: [1179, 1577, 1335, 1591]
notice-body: The fictitious business name referred to above was filed in the county of Los Angeles. The original file number of 2022266198. The business was conducted by: AN INDIVIDUAL. This statement was filed with the County Clerk of Los Angeles on 09/15/2023. The business information in this statement is true and correct. (A registrant who declares as true information which he or she knows to be false, is guilty of a crime.) WALTER E. HERNANDEZ ORANTES/OWNER Publish: Mountain Views News: [508, 1351, 668, 1410]
notice-heading: STATEMENT OF ABANDONMENT OF USE OF FICTITIOUS BUSINESS NAME: [508, 1339, 666, 1353]
notice-body: The following person(s) is (are) doing business as: RFIDGROUPE, RFIDFIX, 2611 W. 77TH STREET, INGLEWOOD, CA 90305. Full name of registrant(s) is (are) ANTHONY BIRDSONG, 2611 W 77TH STREET, INGLEWOOD, CA 90305. This Business is conducted by: AN INDIVIDUAL. Signed: ANTHONY BIRDSONG/OWNER. This statement was filed with the County Clerk of Los Angeles County on 09/18/2023. The registrant(s) has (have) commenced to transact business under the fictitious business name or names listed above on 09/2023. NOTICE- This Fictitious Name Statement expires five years from the date it was filed in the office of the County Clerk. A new Fictitious Business Name Statement must be filed prior to that date. The filing of this statement does not of itself authorize the use in this state of a Fictitious Business Name in violation of the rights of another under Federal, State, or common law (See section 14411 et seq. Business and Professions Code)Publish: Mountain Views News/JDC: [4, 1037, 164, 1152]
notice-heading: FICTITIOUS BUSINESS NAME STATEMENT File No. 2023-194557: [1348, 1137, 1504, 1152]
notice-dates-pub: Dates Pub: SEP 16, 23, 30, OCT 07, 2023: [4, 1866, 107, 1874]
notice-body: The following person(s) is (are) doing business as: VALENTYNO CUSTOM WORK, 525 N SAN GABRIEL AVE APT # 1, AZUSA, CA 91702. Full name of registrant(s) is (are) JOSE T VALENTYNO-FLORES, 525 N SAN GABRIEL AVE APT 1, AZUSA, CA 91702. This Business is conducted by: AN INDIVIDUAL. Signed: JOSE T VALENTYNO-FLORES, OWNER. This statement was filed with the County Clerk of Los Angeles County. The registrant(s) has (have) commenced to transact business under the fictitious business name or names listed above on N/A. NOTICE- This Fictitious Name Statement expires five years from the date it was filed in the office of the County Clerk. A new Fictitious Business Name Statement must be filed prior to that date. The filing of this statement does not of itself authorize the use in this state of a Fictitious Business Name in violation of the rights of another under Federal, State, or common law (See section 14411 et seq. Business and Professions Code)Publish: Mountain Views News/JDC: [172, 447, 332, 555]
notice-body: The following person(s) is (are) doing business as: 9901 PARAMOUNT BLVD STE 214, DOWNEY, CA 90240. Full name of registrant(s) is (are) ESWARAN AIYER. This Business is conducted by: A CORPORATION. Signed: ESWARAN AIYER/PRESIDENT. This statement was filed with the County Clerk of Los Angeles County on 09/15/2023. The registrant(s) has (have) commenced to transact business under the fictitious business name or names listed above on N/A. NOTICE- This Fictitious Name Statement expires five years from the date it was filed in the office of the County Clerk. A new Fictitious Business Name Statement must be filed prior to that date. The filing of this statement does not of itself authorize the use in this state of a Fictitious Business Name in violation of the rights of another under Federal, State, or common law (See section 14411 et seq. Business and Professions Code)Publish: Mountain Views News/JDC: [676, 980, 836, 1082]
notice-body: The following person(s) is (are) doing business as: DREAMMATION EFX STUDIOS, 2705 MANCHESTER BLVD., INGLEWOOD, CA 90305. Full name of registrant(s) is (are) KEITH JOHNSON, 2705 MANCHESTER BLVD, INGLEWOOD, CA 90305. This Business is conducted by: AN INDIVIDUAL Signed: KEITH JOHNSON/OWNER. This statement was filed with the County Clerk of Los Angeles County on 09/08/2023. The registrant(s) has (have) commenced to transact business under the fictitious business name or names listed above on N/A. NOTICE- This Fictitious Name Statement expires five years from the date it was filed in the office of the County Clerk. A new Fictitious Business Name Statement must be filed prior to that date. The filing of this statement does not of itself authorize the use in this state of a Fictitious Business Name in violation of the rights of another under Federal, State, or common law (See section 14411 et seq. Business and Professions Code)Publish: Mountain Views News/JDC: [1348, 761, 1508, 869]
legal-notice: [1180, 712, 1339, 794]
notice-dates-pub: Dates Pub: Sept. 23, 30, Oct. 7, 14, 2023: [843, 529, 944, 536]
legal-notice: [1180, 1993, 1339, 2119]
notice-body: The following person(s) COVINA LAUNDRY INVESTMENTS LLC, 585 N AZUSA AVE, COVINA, CA 91722. has/have abandoned the use of the fictitious business name: SUDZ COIN LAUNDRY OF COVINA, 585 N AZUSA AVE, COVINA, CA 91722 The fictitious business name referred to above was filed on 09/05/2019, in the county of Los Angeles. The original file number of 201923917. The business was conducted by: A LIMITED LIABILITY COMPANY. This statement was filed with the County Clerk of Los Angeles on 09/13/2023. The business information in this statement is true and correct. (A registrant who declares as true information which he or she knows to be false, is guilty of a crime.) IRMA DIAZ HYNES/MEMBER Publish: Mountain Views News: [1011, 1314, 1171, 1396]
notice-body: The following person(s) is (are) doing business as: NOVECENTO EUROPEAN ANTIQUES 6821 FARMDALE AVE. NORTH HOLLYWOOD, CA. 91605. LOS ANGELES COUNTY. Full name of registrant(s) is (are) ALEKSANDAR STOJKOVIC 6821 FARMDALE AVE. NORTH HOLLYWOOD, CA. 91605 . This Business is conducted by: AN INDIVIDUAL. Signed: ALEKSANDAR STOJKOVIC, OWNER. This statement was filed with the County Clerk of Los Angeles County on 09/21/2023. The registrant(s) has (have) commenced to transact business under the fictitious business name or names listed above on 09/2023. NOTICE- This Fictitious Name Statement expires five years from the date it was filed in the office of the County Clerk. A new Fictitious Business Name Statement must be filed prior to that date. The filing of this statement does not of itself authorize the use in this state of a Fictitious Business Name in violation of the rights of another under Federal, State, or common law (See section 14411 et seq. Business and Professions Code) Publish: ES Mountain Views News: [843, 415, 1004, 529]
notice-heading: FICTITIOUS BUSINESS NAME STATEMENT File No. 2023-200282: [1011, 484, 1167, 498]
notice-heading: FILE NO. 2023-201380 STATEMENT OF ABANDONMENT OF USE OF FICTITIOUS BUSINESS NAME: [843, 215, 996, 228]
notice-body: The following person(s) is (are) doing business as: JONES & CO WORKS, 1417 E 9TH ST, LONG BEACH, CA 90813. Full name of registrant(s) is (are) CORVETTE JACQUELARNAE JONES, 1417 E 9TH ST, LONG BEACH, CA 90813. This Business is conducted by: AN INDIVIDUAL. Signed: CORVETTE JACQUELARNAE JONES/OWNER. This statement was filed with the County Clerk of Los Angeles County on 09/12/2023. The registrant(s) has (have) commenced to transact business under the fictitious business name or names listed above on 03/2018. NOTICE- This Fictitious Name Statement expires five years from the date it was filed in the office of the County Clerk. A new Fictitious Business Name Statement must be filed prior to that date. The filing of this statement does not of itself authorize the use in this state of a Fictitious Business Name in violation of the rights of another under Federal, State, or common law (See section 14411 et seq. Business and Professions Code)Publish: Mountain Views News/JDC: [1179, 1866, 1340, 1981]
notice-heading: FICTITIOUS BUSINESS NAME STATEMENT File No. 2023-207564: [1011, 340, 1167, 353]
notice-body: The following person(s) is (are) doing business as: VENTURES 7947 RESEDA BLVD, CA. 91335. LOS ANGELES COUNTY. Full name of registrant(s) is (are) BELTRAN 7947 RESEDA BLVD, CA. 91335.. . This Business is conducted by: AN INDIVIDUAL. Signed: BELTRAN, OWNER. This statement was filed with the County Clerk of Los Angeles County. The registrant(s) has (have) commenced to transact business under the fictitious business name or names listed above on 09/2023. NOTICE- This Fictitious Name Statement expires five years from the date it was filed in the office of the County Clerk. A new Fictitious Business Name Statement must be filed prior to that date. The filing of this statement does not of itself authorize the use in this state of a Fictitious Business Name in violation of the rights of another under Federal, State, or common law (See section 14411 et seq. Business and Professions Code) Publish: ES Mountain Views News: [843, 1941, 1004, 2042]
notice-dates-pub: Dates Pub: SEP 23, 30, OCT 07,14, 2023: [1179, 435, 1281, 443]
legal-notice: [4, 1880, 164, 2006]
notice-heading: FICTITIOUS BUSINESS NAME STATEMENT File No. 2023207446: [4, 1351, 144, 1365]
notice-dates-pub: Dates Pub: SEP 23, 30, OCT 07,14, 2023: [1179, 1841, 1281, 1849]
notice-dates-pub: Dates Pub: SEP 23, 30, OCT 07,14, 2023: [172, 2098, 273, 2106]
notice-dates-pub: Dates Pub: SEP 23, 30, OCT 07,14, 2023: [1179, 1697, 1281, 1704]
notice-body: The following person(s) is (are) doing business as: VENTURES 7947 RESEDA BLVD, CA. 91335. LOS ANGELES COUNTY. Full name of registrant(s) is (are) BELTRAN 7947 RESEDA BLVD, CA. 91335.. . This Business is conducted by: AN INDIVIDUAL. Signed: BELTRAN, OWNER. This statement was filed with the County Clerk of Los Angeles County. The registrant(s) has (have) commenced to transact business under the fictitious business name or names listed above on 09/2023. NOTICE- This Fictitious Name Statement expires five years from the date it was filed in the office of the County Clerk. A new Fictitious Business Name Statement must be filed prior to that date. The filing of this statement does not of itself authorize the use in this state of a Fictitious Business Name in violation of the rights of another under Federal, State, or common law (See section 14411 et seq. Business and Professions Code) Publish: ES Mountain Views News: [676, 855, 836, 957]
notice-body: The fictitious business name referred to above was filed in the county of Los Angeles. The original file number of 2022266198. The business was conducted by: AN INDIVIDUAL. This statement was filed with the County Clerk of Los Angeles on 09/15/2023. The business information in this statement is true and correct. (A registrant who declares as true information which he or she knows to be false, is guilty of a crime.) WALTER E. HERNANDEZ ORANTES/OWNER Publish: Mountain Views News: [843, 333, 1004, 392]
notice-body: The following person(s) is (are) doing business as: RFIDGROUPE, RFIDFIX, 2611 W. 77TH STREET, INGLEWOOD, CA 90305. Full name of registrant(s) is (are) ANTHONY BIRDSONG, 2611 W 77TH STREET, INGLEWOOD, CA 90305. This Business is conducted by: AN INDIVIDUAL. Signed: ANTHONY BIRDSONG/OWNER. This statement was filed with the County Clerk of Los Angeles County on 09/18/2023. The registrant(s) has (have) commenced to transact business under the fictitious business name or names listed above on 09/2023. NOTICE- This Fictitious Name Statement expires five years from the date it was filed in the office of the County Clerk. A new Fictitious Business Name Statement must be filed prior to that date. The filing of this statement does not of itself authorize the use in this state of a Fictitious Business Name in violation of the rights of another under Federal, State, or common law (See section 14411 et seq. Business and Professions Code)Publish: Mountain Views News/JDC: [1011, 1175, 1171, 1290]
notice-heading: FICTITIOUS BUSINESS NAME STATEMENT File No. 2023-205131: [4, 1025, 159, 1039]
legal-notice: [676, 1917, 836, 2043]
notice-body: The following person(s) is (are) doing business as: LA MICHOACANA LOCA, TUJUNGA, CA. 91042. LOS ANGELES COUNTY. Full name of registrant(s) is (are) INC., 13251 HERRON ST. This Business is conducted by: A CORPORATION. Signed: MARTINEZ BERJINES, CEO. This statement was filed with the County Clerk of Los Angeles County. The registrant(s) has (have) commenced to transact business under the fictitious business name or names listed above on 01/2023. NOTICE- This Fictitious Name Statement expires five years from the date it was filed in the office of the County Clerk. A new Fictitious Business Name Statement must be filed prior to that date. The filing of this statement does not of itself authorize the use in this state of a Fictitious Business Name in violation of the rights of another under Federal, State, or common law (See section 14411 et seq. Business and Professions Code) Publish: ES Mountain Views News: [172, 661, 332, 762]
notice-heading: FICTITIOUS BUSINESS NAME STATEMENT File No. 2023204750: [340, 1860, 480, 1873]
notice-dates-pub: Dates Pub: SEP 23, 30, OCT 07,14, 2023: [172, 291, 273, 298]
notice-heading: FICTITIOUS BUSINESS NAME STATEMENT File No. 2023-202669: [1179, 1043, 1335, 1057]
notice-body: The following person(s) is (are) doing business as: FWY RESTORATION, 1663 E FARLAND ST, COVINA, CA 91724. Full name of registrant(s) is (are) JUAN R PEREZ, 1663 E FARLAND ST, COVINA, CA 91724. This Business is conducted by: AN INDIVIDUAL Signed: JUAN R PEREZ/OWNER. This statement was filed with the County Clerk of Los Angeles County on 09/08/2023. The registrant(s) has (have) commenced to transact business under the fictitious business name or names listed above on N/A. NOTICE- This Fictitious Name Statement expires five years from the date it was filed in the office of the County Clerk. A new Fictitious Business Name Statement must be filed prior to that date. The filing of this statement does not of itself authorize the use in this state of a Fictitious Business Name in violation of the rights of another under Federal, State, or common law (See section 14411 et seq. Business and Professions Code)Publish: Mountain Views News/JDC: [4, 1766, 164, 1868]
notice-dates-pub: Dates Pub: SEP 16, 23, 30, OCT 07, 2023: [1011, 1879, 1115, 1886]
notice-body: The following person(s) is (are) doing business as: 10664 YARMOUTH AVE GRANADA HILLS, CA. 91344. LOS ANGELES COUNTY. Full name of registrant(s) is (are) LANCE BRADFORD EDDINS JR. 10664 YARMOUTH AVE GRANADA HILLS, CA. 91344. . This Business is conducted by: AN INDIVIDUAL. Signed: LANCE BRADFORD EDDINS JR. OWNER. This statement was filed with the County Clerk of Los Angeles County on 09/21/2023. The registrant(s) has (have) commenced to transact business under the fictitious business name or names listed above on 09/2023. NOTICE- This Fictitious Name Statement expires five years from the date it was filed in the office of the County Clerk. A new Fictitious Business Name Statement must be filed prior to that date. The filing of this statement does not of itself authorize the use in this state of a Fictitious Business Name in violation of the rights of another under Federal, State, or common law (See section 14411 et seq. Business and Professions Code) Publish: ES Mountain Views News: [340, 478, 500, 593]
notice-heading: FICTITIOUS BUSINESS NAME STATEMENT File No. 2023-207564: [676, 1357, 832, 1371]
legal-notice: [1180, 580, 1339, 706]
footer-address: 80 W Sierra Madre Blvd. No. 327: [216, 2180, 468, 2200]
notice-dates-pub: Dates Pub: Sept. 23, 30, Oct. 7, 14, 2023: [340, 1847, 440, 1855]
legal-notice: [676, 240, 836, 367]
notice-dates-pub: Dates Pub: SEP 16, 23, 30, OCT 07, 2023: [508, 2068, 610, 2075]
notice-heading: FICTITIOUS BUSINESS NAME STATEMENT File No. 2023-203771: [1011, 898, 1167, 913]
notice-dates-pub: Dates Pub: SEP 23, 30, OCT 07,14, 2023: [4, 610, 105, 618]
notice-body: The following person(s) is (are) doing business as: DAVID SONWRITER 63 COLLECTIBLES, 768 GREENBURY DR, LA PUENTE, CA 91744. Full name of registrant(s) is (are) DAVID JIMENEZ, 768 GREENBURY DR, LA PUENTE, CA 91744, MARIA TERESA PEREZ, 768 GREENBURY DR, LA PUENTE, CA 91744. This Business is conducted by: A GENERAL PARTNERSHIP. Signed: DAVID JIMENEZ/GENERAL PATNER. This statement was filed with the County Clerk of Los Angeles County on 08/18/2023. The registrant(s) has (have) commenced to transact business under the fictitious business name or names listed above on 06/2005. NOTICE- This Fictitious Name Statement expires five years from the date it was filed in the office of the County Clerk. A new Fictitious Business Name Statement must be filed prior to that date. The filing of this statement does not of itself authorize the use in this state of a Fictitious Business Name in violation of the rights of another under Federal, State, or common law (See section 14411 et seq. Business and Professions Code)Publish: Mountain Views News/JDC: [676, 1646, 836, 1767]
notice-dates-pub: Dates Pub: Sept. 23, 30, Oct. 7, 14, 2023: [676, 830, 776, 838]
notice-heading: FICTITIOUS BUSINESS NAME STATEMENT File No. 2023-180643: [676, 1633, 832, 1648]
legal-notice: [1348, 2005, 1507, 2124]
notice-heading: STATEMENT OF ABANDONMENT OF USE OF FICTITIOUS BUSINESS NAME: [340, 252, 498, 266]
notice-dates-pub: Dates Pub: SEP 23, 30, OCT 07,14, 2023: [508, 949, 609, 957]
notice-heading: FICTITIOUS BUSINESS NAME STATEMENT File No. 2023-194557: [4, 2011, 159, 2024]
notice-body: The fictitious business name referred to above was filed in the county of Los Angeles. The original file number of 2022266198. The business was conducted by: AN INDIVIDUAL. This statement was filed with the County Clerk of Los Angeles on 09/15/2023. The business information in this statement is true and correct. (A registrant who declares as true information which he or she knows to be false, is guilty of a crime.) WALTER E. HERNANDEZ ORANTES/OWNER Publish: Mountain Views News: [1348, 409, 1508, 467]
legal-notice: [340, 1987, 499, 2106]
notice-dates-pub: Dates Pub: SEP 23, 30, OCT 07,14, 2023: [508, 817, 609, 825]
notice-body: The following person(s) is (are) doing business as: CAL SOLAR TECH, 5415 NEWCASTLE AVE NUMBER 48, ENCINO, CA 91316. Full name of registrant(s) is (are) SARGIS SIMON, 5415 NEWCASTLE AVE NUMBER 48, ENCINO, CA 91316. This Business is conducted by: AN INDIVIDUAL. Signed: SARGIS SIMON/OWNER. This statement was filed with the County Clerk of Los Angeles County. The registrant(s) has (have) commenced to transact business under the fictitious business name or names listed above on 09/2023. NOTICE- This Fictitious Name Statement expires five years from the date it was filed in the office of the County Clerk. A new Fictitious Business Name Statement must be filed prior to that date. The filing of this statement does not of itself authorize the use in this state of a Fictitious Business Name in violation of the rights of another under Federal, State, or common law (See section 14411 et seq. Business and Professions Code)Publish: Mountain Views News/JDC: [4, 64, 332, 2169]
notice-body: The following person(s) is (are) doing business as: AMERICAN PRO DEMOLITION, 1059 WILCOX AVE, LA PUENTE, CA 91746. Full name of registrant(s) is (are) AMERICAN PRO DEMOLITION, 1059 WILCOX AVE, LA PUENTE, CA 91746. This Business is conducted by: A CORPORATION ARTICLE #53 Signed: JESSE ARTHUR ROJAS/ PRESIDENT. This statement was filed with the County Clerk of Los Angeles County on 09/08/2023. The registrant(s) has (have) commenced to transact business under the fictitious business name or names listed above on N/A. NOTICE- This Fictitious Name Statement expires five years from the date it was filed in the office of the County Clerk. A new Fictitious Business Name Statement must be filed prior to that date. The filing of this statement does not of itself authorize the use in this state of a Fictitious Business Name in violation of the rights of another under Federal, State, or common law (See section 14411 et seq. Business and Professions Code)Publish: Mountain Views News/JDC: [843, 1075, 1004, 1182]
notice-body: The following person(s) is (are) doing business as: CORTE JR TRUCKING, INC., 250 E 68TH ST, LOS ANGELES, CA 90003. Full name of registrant(s) is (are) CORTE JR TRUCKING, INC., 250 E 68TH ST, LOS ANGELES, CA 90003. This Business is conducted by: A CORPORATION. Signed: GUILLERMO CORTE JR/PRESIDENT. This statement was filed with the County Clerk of Los Angeles County on 09/12/2023. The registrant(s) has (have) commenced to transact business under the fictitious business name or names listed above on 08/2023. NOTICE- This Fictitious Name Statement expires five years from the date it was filed in the office of the County Clerk. A new Fictitious Business Name Statement must be filed prior to that date. The filing of this statement does not of itself authorize the use in this state of a Fictitious Business Name in violation of the rights of another under Federal, State, or common law (See section 14411 et seq. Business and Professions Code)Publish: Mountain Views News/JDC: [508, 428, 668, 536]
notice-dates-pub: Dates Pub: Sept. 16, 23, 30, Oct. 7, 2023: [172, 1138, 272, 1146]
legal-notice: [1012, 1628, 1171, 1754]
notice-dates-pub: Dates Pub: SEP 23, 30, OCT 07,14, 2023: [508, 1220, 609, 1227]
footer-office-phone: Office: 626.355.2737: [705, 2180, 864, 2200]
legal-notice: [1180, 1855, 1339, 1987]
notice-body: The following person(s) is (are) doing business as: RFIDGROUPE, RFIDFIX, 2611 W. 77TH STREET, INGLEWOOD, CA 90305. Full name of registrant(s) is (are) ANTHONY BIRDSONG, 2611 W 77TH STREET, INGLEWOOD, CA 90305. This Business is conducted by: AN INDIVIDUAL. Signed: ANTHONY BIRDSONG/OWNER. This statement was filed with the County Clerk of Los Angeles County on 09/18/2023. The registrant(s) has (have) commenced to transact business under the fictitious business name or names listed above on 09/2023. NOTICE- This Fictitious Name Statement expires five years from the date it was filed in the office of the County Clerk. A new Fictitious Business Name Statement must be filed prior to that date. The filing of this statement does not of itself authorize the use in this state of a Fictitious Business Name in violation of the rights of another under Federal, State, or common law (See section 14411 et seq. Business and Professions Code)Publish: Mountain Views News/JDC: [508, 1106, 668, 1221]
legal-notice: [340, 1126, 499, 1253]
notice-dates-pub: Dates Pub: SEP 23, 30, OCT 07, 2023: [843, 1709, 937, 1717]
notice-heading: FICTITIOUS BUSINESS NAME STATEMENT File No. 2023198398: [1179, 1169, 1320, 1182]
notice-dates-pub: Dates Pub: SEP 16, 23, 30, OCT 07, 2023: [843, 918, 946, 925]
notice-dates-pub: Dates Pub: SEP 23, 30, OCT 07, 14, 2023: [4, 1339, 107, 1347]
notice-heading: FICTITIOUS BUSINESS NAME STATEMENT: [508, 1558, 627, 1566]
notice-dates-pub: Dates Pub: SEP 23, 30, OCT 07,14, 2023: [843, 202, 944, 210]
notice-heading: FICTITIOUS BUSINESS NAME STATEMENT File No. 2023-194442: [340, 736, 496, 749]
notice-heading: FICTITIOUS BUSINESS NAME STATEMENT File No. 2023-204770: [508, 962, 664, 975]
notice-dates-pub: Dates Pub: SEP 23, 30, OCT 07,14, 2023: [1011, 1151, 1113, 1158]
legal-notice: [676, 109, 836, 235]
legal-notice: [172, 656, 331, 769]
notice-dates-pub: Dates Pub: SEP 23, 30, OCT 07,14, 2023: [676, 1904, 777, 1911]
legal-notice: [676, 1635, 836, 1774]
notice-body: The following person(s) is (are) doing business as: JUST REFRIGERATION & AC SYSTEMS, 4067 SEVILLE AVE, SOUTH GATE, CA 90280. Full name of registrant(s) is (are) ENRIQUE GOMEZ, 4067 SEVILLE AVE, SOUTH GATE, CA 90280. This Business is conducted by: AN INDIVIDUAL. Signed: ENRIQUE GOMEZ/OWNER. This statement was filed with the County Clerk of Los Angeles County on 09/15/2023. The registrant(s) has (have) commenced to transact business under the fictitious business name or names listed above on N/A. NOTICE- This Fictitious Name Statement expires five years from the date it was filed in the office of the County Clerk. A new Fictitious Business Name Statement must be filed prior to that date. The filing of this statement does not of itself authorize the use in this state of a Fictitious Business Name in violation of the rights of another under Federal, State, or common law (See section 14411 et seq. Business and Professions Code)Publish: Mountain Views News/JDC: [172, 1860, 332, 1968]
notice-dates-pub: Dates Pub: SEP 23, 30, OCT 07,14, 2023: [508, 259, 609, 266]
legal-notice: [844, 1591, 1004, 1717]
notice-heading: FICTITIOUS BUSINESS NAME STATEMENT File No. 2023-201284: [1011, 201, 1167, 215]
masthead-title: Mountain Views-News: [7, 41, 164, 58]
notice-body: The following person(s), 327 W 41ST PL, LOS ANGELES, CA 90037. has/have abandoned the use of the fictitious business name: SHUCOS L.A, 327 W 41ST PL, LOS ANGELES, CA 90037 The fictitious business name referred to above was filed on 12/08/2022, in the county of Los Angeles. The business was conducted by: AN INDIVIDUAL. This statement was filed with the County Clerk of Los Angeles on 09/15/2023. The business information in this statement is true and correct. (A registrant who declares as true information which he or she knows to be false, is guilty of a crime.) Publish: Mountain Views News: [340, 1665, 500, 1729]
notice-body: The following person(s) is (are) doing business as: AMERICAN PRO DEMOLITION, 1059 WILCOX AVE, LA PUENTE, CA 91746. Full name of registrant(s) is (are) AMERICAN PRO DEMOLITION, 1059 WILCOX AVE, LA PUENTE, CA 91746. This Business is conducted by: A CORPORATION ARTICLE #53 Signed: JESSE ARTHUR ROJAS/ PRESIDENT. This statement was filed with the County Clerk of Los Angeles County on 09/08/2023. The registrant(s) has (have) commenced to transact business under the fictitious business name or names listed above on N/A. NOTICE- This Fictitious Name Statement expires five years from the date it was filed in the office of the County Clerk. A new Fictitious Business Name Statement must be filed prior to that date. The filing of this statement does not of itself authorize the use in this state of a Fictitious Business Name in violation of the rights of another under Federal, State, or common law (See section 14411 et seq. Business and Professions Code)Publish: Mountain Views News/JDC: [1179, 64, 1340, 172]
notice-body: The following person(s) is (are) doing business as: RFIDGROUPE, RFIDFIX, 2611 W. 77TH STREET, INGLEWOOD, CA 90305. Full name of registrant(s) is (are) ANTHONY BIRDSONG, 2611 W 77TH STREET, INGLEWOOD, CA 90305. This Business is conducted by: AN INDIVIDUAL. Signed: ANTHONY BIRDSONG/OWNER. This statement was filed with the County Clerk of Los Angeles County on 09/18/2023. The registrant(s) has (have) commenced to transact business under the fictitious business name or names listed above on 09/2023. NOTICE- This Fictitious Name Statement expires five years from the date it was filed in the office of the County Clerk. A new Fictitious Business Name Statement must be filed prior to that date. The filing of this statement does not of itself authorize the use in this state of a Fictitious Business Name in violation of the rights of another under Federal, State, or common law (See section 14411 et seq. Business and Professions Code)Publish: Mountain Views News/JDC: [172, 64, 500, 2169]
notice-body: The following person(s) is (are) doing business as: TAG, 3820 S CRENSHAW BLVD, LOS ANGELES, CA 90008. Full name of registrant(s) is (are) SFH INVESTMENT GROUP INC, 11252 S NORMANDIE AVE STE 102, CA 90044. This Business is conducted by: A CORPORATION Signed: MOHAMED ABDEL ELSHEHAWY/PRESIDENT. This statement was filed with the County Clerk of Los Angeles County on 09/08/2023. The registrant(s) has (have) commenced to transact business under the fictitious business name or names listed above on 09/2023. NOTICE- This Fictitious Name Statement expires five years from the date it was filed in the office of the County Clerk. A new Fictitious Business Name Statement must be filed prior to that date. The filing of this statement does not of itself authorize the use in this state of a Fictitious Business Name in violation of the rights of another under Federal, State, or common law (See section 14411 et seq. Business and Professions Code)Publish: Mountain Views News/JDC: [4, 1891, 164, 2000]
notice-heading: FICTITIOUS BUSINESS NAME STATEMENT File No. 2023-194557: [843, 1062, 999, 1076]
notice-body: The following person(s) is (are) doing business as: RFIDGROUPE, RFIDFIX, 2611 W. 77TH STREET, INGLEWOOD, CA 90305. Full name of registrant(s) is (are) ANTHONY BIRDSONG, 2611 W 77TH STREET, INGLEWOOD, CA 90305. This Business is conducted by: AN INDIVIDUAL. Signed: ANTHONY BIRDSONG/OWNER. This statement was filed with the County Clerk of Los Angeles County on 09/18/2023. The registrant(s) has (have) commenced to transact business under the fictitious business name or names listed above on 09/2023. NOTICE- This Fictitious Name Statement expires five years from the date it was filed in the office of the County Clerk. A new Fictitious Business Name Statement must be filed prior to that date. The filing of this statement does not of itself authorize the use in this state of a Fictitious Business Name in violation of the rights of another under Federal, State, or common law (See section 14411 et seq. Business and Professions Code)Publish: Mountain Views News/JDC: [843, 89, 1004, 203]
notice-dates-pub: Dates Pub: SEP 23, 30, OCT 07, 14, 2023: [340, 321, 443, 329]
notice-body: The following person(s) is (are) doing business as: JUST REFRIGERATION & AC SYSTEMS, 4067 SEVILLE AVE, SOUTH GATE, CA 90280. Full name of registrant(s) is (are) ENRIQUE GOMEZ, 4067 SEVILLE AVE, SOUTH GATE, CA 90280. This Business is conducted by: AN INDIVIDUAL. Signed: ENRIQUE GOMEZ/OWNER. This statement was filed with the County Clerk of Los Angeles County on 09/15/2023. The registrant(s) has (have) commenced to transact business under the fictitious business name or names listed above on N/A. NOTICE- This Fictitious Name Statement expires five years from the date it was filed in the office of the County Clerk. A new Fictitious Business Name Statement must be filed prior to that date. The filing of this statement does not of itself authorize the use in this state of a Fictitious Business Name in violation of the rights of another under Federal, State, or common law (See section 14411 et seq. Business and Professions Code)Publish: Mountain Views News/JDC: [508, 843, 668, 951]
notice-dates-pub: Dates Pub: SEP 23, 30, OCT 07, 2023: [1179, 303, 1273, 311]
notice-heading: FICTITIOUS BUSINESS NAME STATEMENT File No. 2023-201284: [4, 64, 159, 78]
notice-dates-pub: Dates Pub: SEP 23, 30, OCT 07,14, 2023: [172, 1276, 273, 1283]
legal-notice: [1348, 291, 1507, 392]
notice-dates-pub: Dates Pub: SEP 23, 30, OCT 07,14, 2023: [4, 749, 105, 757]
notice-heading: FICTITIOUS BUSINESS NAME STATEMENT File No. 2023-200282: [4, 347, 159, 361]
notice-heading: FICTITIOUS BUSINESS NAME STATEMENT File No. 2023-205131: [508, 1094, 664, 1107]
notice-heading: FICTITIOUS BUSINESS NAME STATEMENT File No. 2023-200302: [340, 1125, 496, 1139]
notice-heading: FICTITIOUS BUSINESS NAME STATEMENT File No. 2023-180643: [4, 478, 159, 492]
notice-heading: FICTITIOUS BUSINESS NAME STATEMENT File No. 2023-207564: [4, 202, 159, 216]
notice-dates-pub: Dates Pub: SEP 23, 30, OCT 07, 14, 2023: [1348, 1872, 1450, 1880]
legal-notice: [1012, 341, 1171, 479]
legal-notice: [1012, 1409, 1171, 1485]
